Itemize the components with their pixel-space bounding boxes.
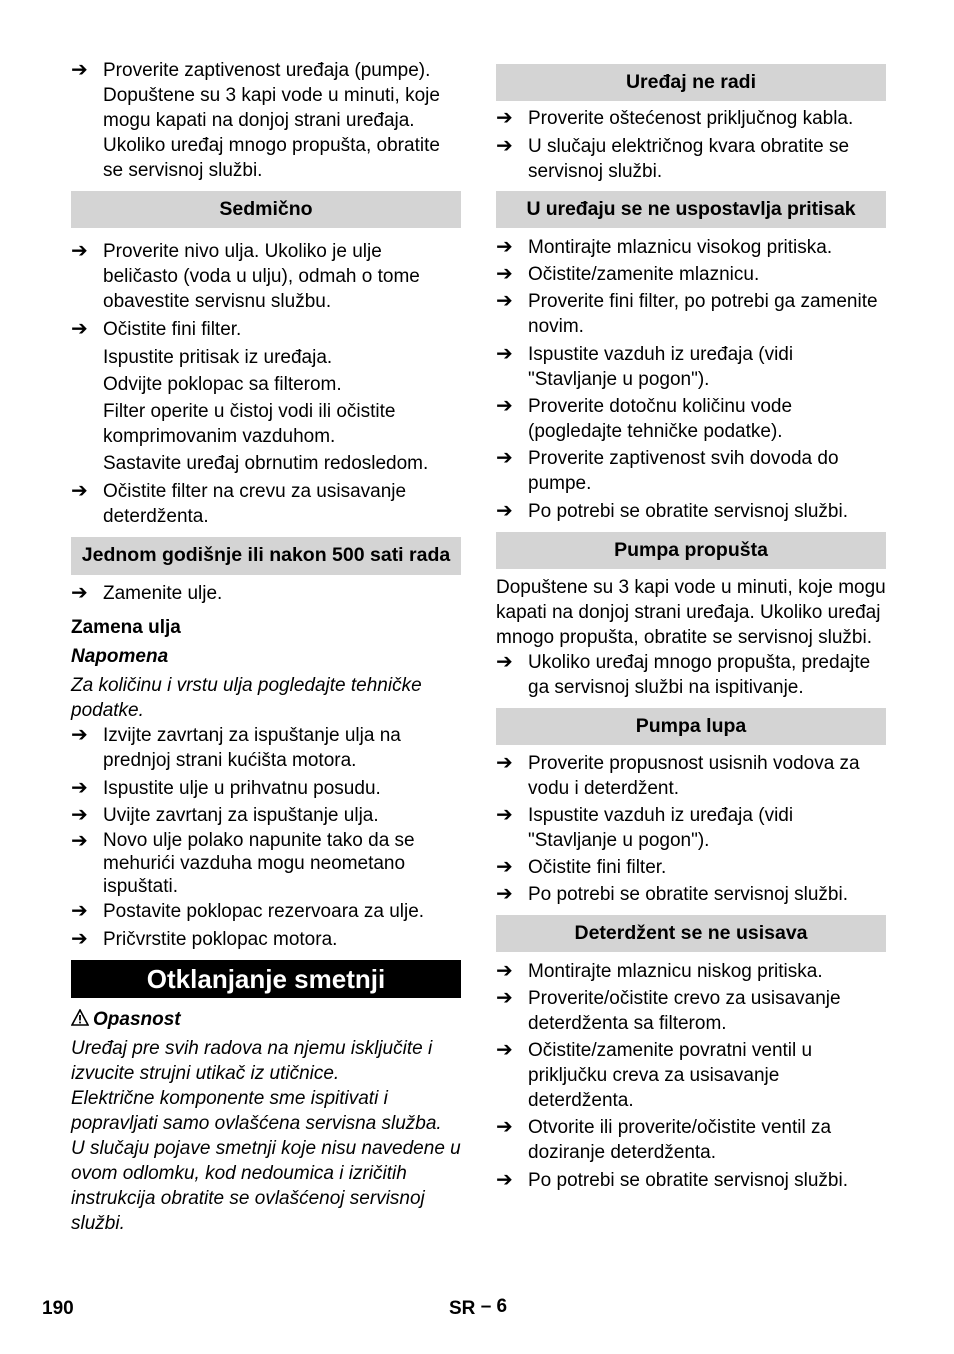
list-item: ➔ Zamenite ulje. [71,582,223,604]
list-item: ➔ Ispustite vazduh iz uređaja (vidi "Stavljanje u pogon"). [496,343,794,390]
list-item: ➔ Proverite oštećenost priključnog kabla. [496,107,854,129]
arrow-icon: ➔ [71,777,88,799]
right-column [496,64,886,1193]
language-code: SR [449,1298,476,1319]
danger-text: Električne komponente sme ispitivati i popravljati samo ovlašćena servisna služba. [71,1088,442,1134]
arrow-icon: ➔ [496,236,513,258]
list-item: ➔ Očistite fini filter. [71,318,242,340]
list-item: ➔ Ispustite ulje u prihvatnu posudu. [71,777,381,799]
section-heading-yearly: Jednom godišnje ili nakon 500 sati rada [71,537,461,575]
section-heading-weekly: Sedmično [71,191,461,228]
list-item: ➔ Postavite poklopac rezervoara za ulje. [71,900,425,922]
list-item: ➔ Proverite zaptivenost uređaja (pumpe). Dopuštene su 3 kapi vode u minuti, koje mogu kapati na donjoj strani uređaja. Ukoliko uređaj mnogo propušta, obratite se servisnoj službi. [71,59,440,181]
list-item: ➔ Proverite fini filter, po potrebi ga zamenite novim. [496,290,878,337]
list-item: ➔ Montirajte mlaznicu niskog pritiska. [496,960,823,982]
arrow-icon: ➔ [496,960,513,982]
list-item: ➔ Ukoliko uređaj mnogo propušta, predajte ga servisnoj službi na ispitivanje. [496,651,871,698]
arrow-icon: ➔ [71,830,88,852]
list-item: ➔ Novo ulje polako napunite tako da se mehurići vazduha mogu neometano ispuštati. [71,830,415,897]
list-item: ➔ Očistite filter na crevu za usisavanje deterdženta. [71,480,407,527]
subheading-oil-change: Zamena ulja [71,617,181,638]
arrow-icon: ➔ [496,987,513,1009]
section-heading-pump-knocks: Pumpa lupa [496,708,886,745]
arrow-icon: ➔ [496,856,513,878]
list-item: ➔ Montirajte mlaznicu visokog pritiska. [496,236,833,258]
list-item: ➔ Proverite propusnost usisnih vodova za vodu i deterdžent. [496,752,860,799]
arrow-icon: ➔ [496,107,513,129]
list-item: ➔ Otvorite ili proverite/očistite ventil za doziranje deterdženta. [496,1116,832,1163]
list-step: Sastavite uređaj obrnutim redosledom. [103,453,429,474]
section-heading-pump-leaks: Pumpa propušta [496,532,886,569]
list-item: ➔ Očistite/zamenite povratni ventil u priključku creva za usisavanje deterdženta. [496,1039,813,1111]
arrow-icon: ➔ [496,1039,513,1061]
list-item: ➔ Proverite zaptivenost svih dovoda do pumpe. [496,447,839,494]
list-item: ➔ U slučaju električnog kvara obratite se servisnoj službi. [496,135,850,182]
list-item: ➔ Proverite dotočnu količinu vode (pogledajte tehničke podatke). [496,395,793,442]
list-item: ➔ Po potrebi se obratite servisnoj službi. [496,883,848,905]
section-page-label [449,1298,507,1320]
list-item: ➔ Po potrebi se obratite servisnoj službi. [496,1169,848,1191]
list-step: Filter operite u čistoj vodi ili očistite komprimovanim vazduhom. [103,401,396,447]
arrow-icon: ➔ [496,752,513,774]
arrow-icon: ➔ [71,900,88,922]
arrow-icon: ➔ [71,480,88,502]
list-step: Ispustite pritisak iz uređaja. [103,347,333,368]
warning-icon [71,1007,93,1032]
list-item: ➔ Ispustite vazduh iz uređaja (vidi "Stavljanje u pogon"). [496,804,794,851]
arrow-icon: ➔ [496,135,513,157]
note-label: Napomena [71,646,169,667]
list-item: ➔ Očistite fini filter. [496,856,667,878]
list-item: ➔ Proverite/očistite crevo za usisavanje deterdženta sa filterom. [496,987,841,1034]
arrow-icon: ➔ [496,263,513,285]
arrow-icon: ➔ [496,1169,513,1191]
section-page: – 6 [480,1296,508,1317]
section-heading-no-pressure: U uređaju se ne uspostavlja pritisak [496,191,886,228]
arrow-icon: ➔ [71,582,88,604]
arrow-icon: ➔ [496,804,513,826]
list-item: ➔ Očistite/zamenite mlaznicu. [496,263,760,285]
arrow-icon: ➔ [496,1116,513,1138]
list-item: ➔ Proverite nivo ulja. Ukoliko je ulje beličasto (voda u ulju), odmah o tome obavestite servisnu službu. [71,240,420,312]
danger-text: Uređaj pre svih radova na njemu isključite i izvucite strujni utikač iz utičnice. [71,1038,433,1084]
note-text: Za količinu i vrstu ulja pogledajte tehničke podatke. [71,675,422,721]
arrow-icon: ➔ [496,447,513,469]
page-number: 190 [42,1298,74,1319]
list-item: ➔ Po potrebi se obratite servisnoj službi. [496,500,848,522]
arrow-icon: ➔ [71,928,88,950]
arrow-icon: ➔ [71,240,88,262]
list-item: ➔ Izvijte zavrtanj za ispuštanje ulja na prednjoj strani kućišta motora. [71,724,401,771]
list-item: ➔ Uvijte zavrtanj za ispuštanje ulja. [71,804,379,826]
left-column [71,58,461,1236]
list-item: ➔ Pričvrstite poklopac motora. [71,928,338,950]
danger-text: U slučaju pojave smetnji koje nisu navedene u ovom odlomku, kod nedoumica i izričitih instrukcija obratite se ovlašćenoj servisnoj službi. [71,1138,461,1234]
arrow-icon: ➔ [496,290,513,312]
arrow-icon: ➔ [496,883,513,905]
arrow-icon: ➔ [71,724,88,746]
section-heading-device-not-working: Uređaj ne radi [496,64,886,101]
arrow-icon: ➔ [71,59,88,81]
list-step: Odvijte poklopac sa filterom. [103,374,342,395]
arrow-icon: ➔ [496,343,513,365]
arrow-icon: ➔ [71,804,88,826]
arrow-icon: ➔ [496,395,513,417]
section-intro: Dopuštene su 3 kapi vode u minuti, koje mogu kapati na donjoj strani uređaja. Ukoliko uređaj mnogo propušta, obratite se servisnoj službi. [496,577,886,648]
danger-label: Opasnost [71,1007,461,1032]
section-heading-detergent-not-sucked: Deterdžent se ne usisava [496,915,886,952]
chapter-heading: Otklanjanje smetnji [71,960,461,998]
arrow-icon: ➔ [496,651,513,673]
arrow-icon: ➔ [71,318,88,340]
arrow-icon: ➔ [496,500,513,522]
